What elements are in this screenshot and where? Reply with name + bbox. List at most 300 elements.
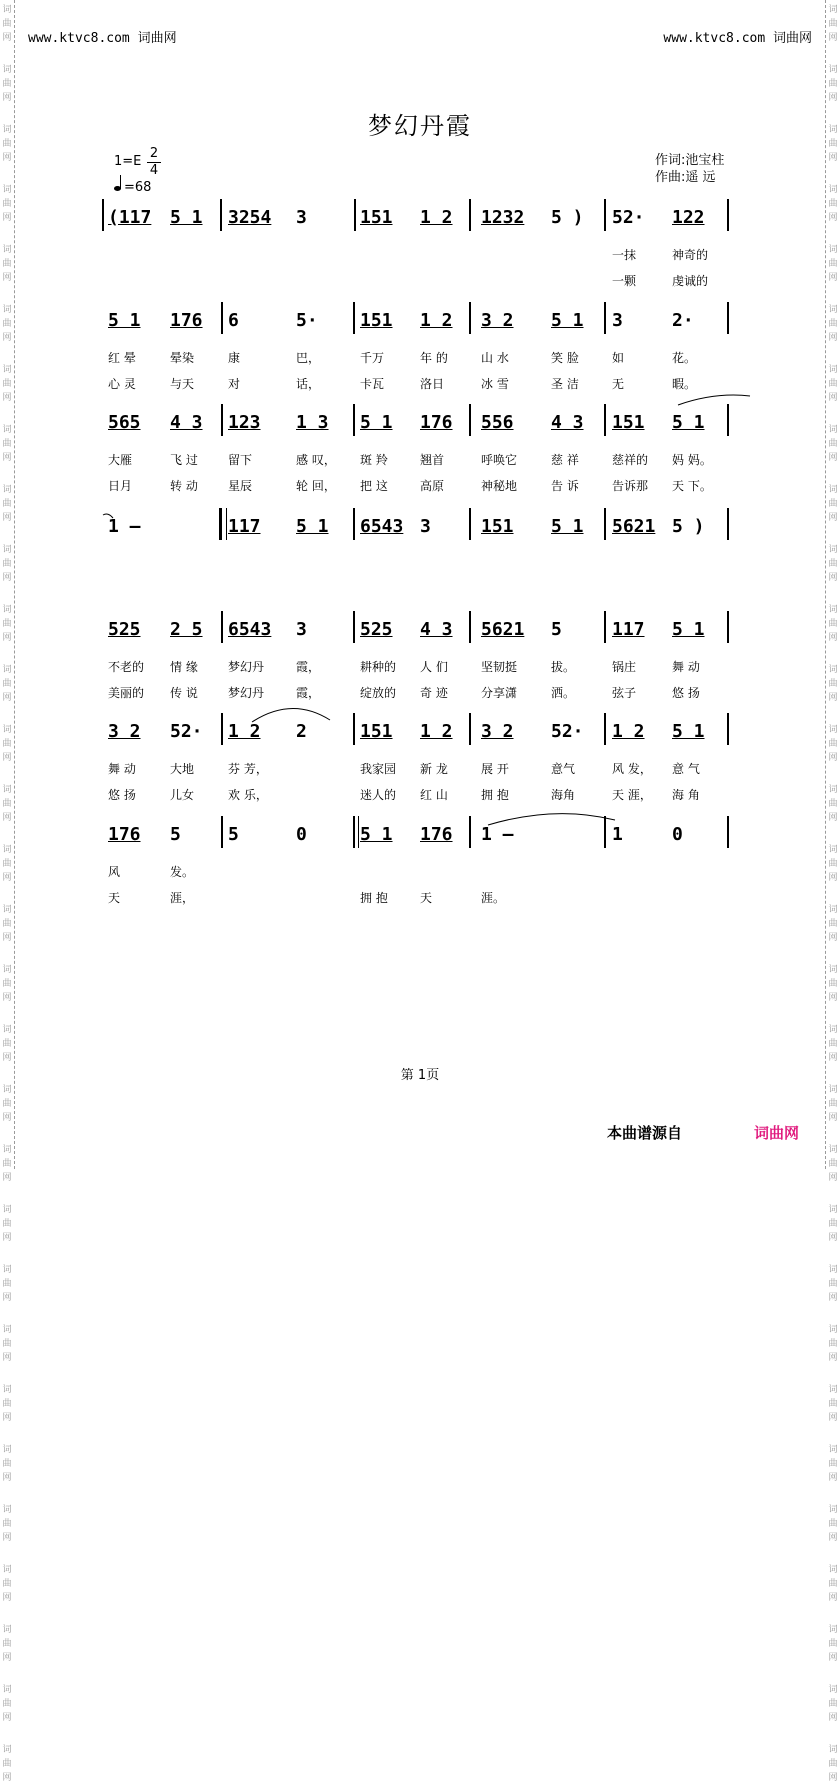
- watermark-char: 网: [828, 1593, 838, 1603]
- watermark-char: 曲: [2, 1039, 12, 1049]
- lyric-syllable: 涯，: [170, 891, 195, 905]
- watermark-char: 网: [2, 813, 12, 823]
- watermark-char: 曲: [2, 799, 12, 809]
- note-group: 176: [108, 824, 141, 845]
- watermark-char: 词: [828, 125, 838, 135]
- note-group: 5 1: [551, 310, 584, 331]
- watermark-char: 网: [828, 1713, 838, 1723]
- note-group: 1 –: [481, 824, 514, 845]
- watermark-char: 曲: [2, 859, 12, 869]
- note-group: 52·: [170, 721, 203, 742]
- lyric-syllable: 奇 迹: [420, 686, 448, 700]
- lyric-syllable: 舞 动: [672, 660, 700, 674]
- watermark-char: 词: [2, 1745, 12, 1755]
- lyric-syllable: 梦幻丹: [228, 686, 265, 700]
- note-group: 5621: [481, 619, 525, 640]
- watermark-char: 网: [828, 1053, 838, 1063]
- watermark-char: 曲: [828, 439, 838, 449]
- note-group: 4 3: [420, 619, 453, 640]
- watermark-char: 词: [828, 1625, 838, 1635]
- note-group: 3 2: [108, 721, 141, 742]
- lyric-syllable: 天 涯，: [612, 788, 652, 802]
- lyric-syllable: 天: [420, 891, 433, 905]
- watermark-char: 曲: [2, 1159, 12, 1169]
- note-group: 3: [420, 516, 431, 537]
- lyric-syllable: 告 诉: [551, 479, 579, 493]
- lyric-syllable: 风: [108, 865, 121, 879]
- watermark-char: 网: [828, 1173, 838, 1183]
- lyric-syllable: 悠 扬: [672, 686, 700, 700]
- lyric-syllable: 我家园: [360, 762, 397, 776]
- watermark-char: 词: [2, 485, 12, 495]
- watermark-char: 曲: [828, 919, 838, 929]
- watermark-char: 曲: [828, 1279, 838, 1289]
- watermark-char: 曲: [828, 1039, 838, 1049]
- watermark-char: 网: [2, 1293, 12, 1303]
- watermark-char: 词: [2, 1205, 12, 1215]
- note-group: 5 1: [108, 310, 141, 331]
- watermark-char: 词: [828, 1325, 838, 1335]
- watermark-char: 词: [828, 665, 838, 675]
- watermark-char: 词: [828, 965, 838, 975]
- watermark-char: 曲: [828, 1459, 838, 1469]
- lyric-syllable: 美丽的: [108, 686, 145, 700]
- watermark-char: 网: [2, 573, 12, 583]
- watermark-char: 网: [2, 1653, 12, 1663]
- note-group: 5 1: [672, 619, 705, 640]
- note-group: 123: [228, 412, 261, 433]
- note-group: 5: [228, 824, 239, 845]
- watermark-char: 网: [2, 993, 12, 1003]
- watermark-char: 网: [2, 273, 12, 283]
- note-group: 1 2: [420, 310, 453, 331]
- watermark-char: 曲: [2, 1519, 12, 1529]
- watermark-char: 词: [2, 785, 12, 795]
- watermark-char: 网: [2, 1533, 12, 1543]
- lyric-syllable: 发。: [170, 865, 195, 879]
- note-group: 6: [228, 310, 239, 331]
- lyric-syllable: 慈祥的: [612, 453, 649, 467]
- lyric-syllable: 对: [228, 377, 241, 391]
- watermark-char: 网: [828, 1353, 838, 1363]
- lyric-syllable: 海 角: [672, 788, 700, 802]
- lyric-syllable: 绽放的: [360, 686, 397, 700]
- note-group: 3: [296, 619, 307, 640]
- note-group: 122: [672, 207, 705, 228]
- lyric-syllable: 梦幻丹: [228, 660, 265, 674]
- lyric-syllable: 轮 回，: [296, 479, 336, 493]
- watermark-char: 曲: [2, 1459, 12, 1469]
- lyric-syllable: 日月: [108, 479, 133, 493]
- lyric-syllable: 大地: [170, 762, 195, 776]
- key-signature: 1=E: [114, 154, 142, 169]
- note-group: 4 3: [551, 412, 584, 433]
- lyric-syllable: 一颗: [612, 274, 637, 288]
- watermark-char: 网: [828, 1293, 838, 1303]
- watermark-char: 词: [828, 1145, 838, 1155]
- watermark-char: 词: [2, 1385, 12, 1395]
- watermark-char: 曲: [2, 1399, 12, 1409]
- lyric-syllable: 告诉那: [612, 479, 649, 493]
- watermark-char: 词: [828, 905, 838, 915]
- note-group: 151: [481, 516, 514, 537]
- note-group: 176: [420, 412, 453, 433]
- note-group: 5 1: [672, 721, 705, 742]
- watermark-char: 词: [2, 1445, 12, 1455]
- watermark-char: 曲: [2, 1339, 12, 1349]
- note-group: 52·: [551, 721, 584, 742]
- watermark-char: 网: [2, 1773, 12, 1783]
- watermark-char: 网: [2, 1593, 12, 1603]
- note-group: 6543: [360, 516, 404, 537]
- watermark-char: 网: [828, 213, 838, 223]
- watermark-char: 词: [828, 1085, 838, 1095]
- watermark-char: 网: [828, 1533, 838, 1543]
- watermark-char: 词: [828, 845, 838, 855]
- watermark-char: 词: [2, 425, 12, 435]
- watermark-char: 曲: [828, 79, 838, 89]
- lyric-syllable: 千万: [360, 351, 385, 365]
- lyric-syllable: 传 说: [170, 686, 198, 700]
- watermark-char: 词: [828, 5, 838, 15]
- watermark-char: 网: [828, 1233, 838, 1243]
- watermark-char: 网: [2, 1113, 12, 1123]
- watermark-char: 词: [2, 125, 12, 135]
- watermark-char: 词: [828, 1505, 838, 1515]
- note-group: 3: [612, 310, 623, 331]
- lyric-syllable: 斑 羚: [360, 453, 388, 467]
- watermark-char: 词: [2, 845, 12, 855]
- watermark-char: 词: [2, 1145, 12, 1155]
- source-label: 本曲谱源自: [607, 1124, 683, 1142]
- watermark-char: 词: [828, 725, 838, 735]
- note-group: 5621: [612, 516, 656, 537]
- watermark-char: 曲: [2, 379, 12, 389]
- lyric-syllable: 涯。: [481, 891, 506, 905]
- note-group: 117: [228, 516, 261, 537]
- note-group: 3254: [228, 207, 272, 228]
- watermark-char: 词: [828, 365, 838, 375]
- watermark-char: 曲: [828, 1579, 838, 1589]
- watermark-char: 词: [2, 365, 12, 375]
- lyric-syllable: 迷人的: [360, 788, 397, 802]
- lyric-syllable: 如: [612, 351, 625, 365]
- note-group: 3 2: [481, 721, 514, 742]
- note-group: 1 2: [228, 721, 261, 742]
- watermark-char: 词: [828, 1685, 838, 1695]
- watermark-char: 网: [828, 393, 838, 403]
- slur-arc: [103, 514, 113, 518]
- note-group: 525: [360, 619, 393, 640]
- note-group: 151: [360, 207, 393, 228]
- watermark-char: 曲: [828, 319, 838, 329]
- note-group: 4 3: [170, 412, 203, 433]
- watermark-char: 网: [2, 513, 12, 523]
- lyric-syllable: 妈 妈。: [672, 453, 712, 467]
- watermark-char: 网: [2, 933, 12, 943]
- watermark-char: 网: [2, 1233, 12, 1243]
- watermark-char: 词: [2, 605, 12, 615]
- lyric-syllable: 把 这: [360, 479, 388, 493]
- lyric-syllable: 大雁: [108, 453, 133, 467]
- lyric-syllable: 晕染: [170, 351, 195, 365]
- watermark-char: 词: [828, 785, 838, 795]
- watermark-char: 网: [828, 933, 838, 943]
- watermark-char: 网: [828, 1773, 838, 1783]
- lyric-syllable: 拥 抱: [360, 891, 388, 905]
- lyric-syllable: 笑 脸: [551, 351, 579, 365]
- watermark-char: 词: [2, 1565, 12, 1575]
- lyric-syllable: 年 的: [420, 351, 448, 365]
- watermark-char: 曲: [2, 919, 12, 929]
- note-group: 151: [360, 310, 393, 331]
- note-group: 0: [672, 824, 683, 845]
- watermark-char: 词: [2, 545, 12, 555]
- lyric-syllable: 山 水: [481, 351, 509, 365]
- note-group: 525: [108, 619, 141, 640]
- lyricist: 作词:池宝柱: [655, 153, 725, 168]
- note-group: 1 –: [108, 516, 141, 537]
- watermark-char: 词: [828, 185, 838, 195]
- watermark-char: 网: [2, 693, 12, 703]
- note-group: 117: [612, 619, 645, 640]
- note-group: 151: [612, 412, 645, 433]
- watermark-char: 词: [2, 185, 12, 195]
- note-group: 3 2: [481, 310, 514, 331]
- watermark-char: 曲: [828, 499, 838, 509]
- watermark-char: 词: [2, 1505, 12, 1515]
- lyric-syllable: 神秘地: [481, 479, 518, 493]
- lyric-syllable: 天 下。: [672, 479, 712, 493]
- watermark-char: 网: [828, 453, 838, 463]
- lyric-syllable: 话，: [296, 377, 321, 391]
- watermark-char: 词: [828, 545, 838, 555]
- lyric-syllable: 海角: [551, 788, 576, 802]
- watermark-char: 曲: [2, 1759, 12, 1769]
- note-group: 176: [170, 310, 203, 331]
- note-group: 2: [296, 721, 307, 742]
- lyric-syllable: 与天: [170, 377, 195, 391]
- lyric-syllable: 新 龙: [420, 762, 448, 776]
- watermark-char: 曲: [2, 1699, 12, 1709]
- watermark-char: 网: [828, 1413, 838, 1423]
- note-group: 5 1: [170, 207, 203, 228]
- watermark-char: 曲: [2, 1219, 12, 1229]
- watermark-char: 词: [828, 1205, 838, 1215]
- time-denominator: 4: [149, 163, 159, 178]
- watermark-char: 网: [2, 1053, 12, 1063]
- watermark-char: 网: [828, 573, 838, 583]
- lyric-syllable: 翘首: [420, 453, 445, 467]
- note-group: 1 2: [420, 721, 453, 742]
- watermark-char: 词: [2, 245, 12, 255]
- note-group: 5: [551, 619, 562, 640]
- slur-arc: [252, 708, 330, 722]
- note-group: 1232: [481, 207, 525, 228]
- watermark-char: 曲: [828, 1219, 838, 1229]
- lyric-syllable: 感 叹，: [296, 453, 336, 467]
- lyric-syllable: 呼唤它: [481, 453, 518, 467]
- note-group: 5 1: [360, 412, 393, 433]
- note-group: 5 ): [672, 516, 705, 537]
- lyric-syllable: 风 发，: [612, 762, 652, 776]
- watermark-char: 词: [2, 5, 12, 15]
- watermark-char: 词: [828, 1385, 838, 1395]
- watermark-char: 网: [828, 813, 838, 823]
- watermark-char: 网: [2, 453, 12, 463]
- note-group: 1 3: [296, 412, 329, 433]
- watermark-char: 网: [2, 753, 12, 763]
- lyric-syllable: 坚韧挺: [481, 660, 518, 674]
- lyric-syllable: 神奇的: [672, 248, 709, 262]
- note-group: 565: [108, 412, 141, 433]
- lyric-syllable: 弦子: [612, 686, 637, 700]
- watermark-char: 词: [828, 485, 838, 495]
- note-group: 1 2: [612, 721, 645, 742]
- lyric-syllable: 耕种的: [360, 660, 397, 674]
- watermark-char: 曲: [2, 439, 12, 449]
- lyric-syllable: 霞，: [296, 686, 321, 700]
- note-group: 1 2: [420, 207, 453, 228]
- watermark-char: 曲: [828, 259, 838, 269]
- lyric-syllable: 一抹: [612, 248, 637, 262]
- lyric-syllable: 圣 洁: [551, 377, 579, 391]
- note-group: 5: [170, 824, 181, 845]
- watermark-char: 网: [2, 1413, 12, 1423]
- watermark-char: 网: [2, 1473, 12, 1483]
- watermark-char: 词: [828, 605, 838, 615]
- note-group: 2 5: [170, 619, 203, 640]
- watermark-char: 网: [828, 513, 838, 523]
- watermark-char: 词: [828, 425, 838, 435]
- lyric-syllable: 留下: [228, 453, 253, 467]
- source-brand[interactable]: 词曲网: [754, 1124, 800, 1142]
- tempo-value: =68: [124, 180, 152, 195]
- composer: 作曲:遥 远: [655, 170, 716, 185]
- page-number: 第 1页: [400, 1068, 440, 1083]
- watermark-char: 曲: [828, 739, 838, 749]
- watermark-char: 网: [2, 93, 12, 103]
- watermark-char: 网: [828, 1473, 838, 1483]
- watermark-char: 曲: [2, 1579, 12, 1589]
- lyric-syllable: 舞 动: [108, 762, 136, 776]
- watermark-char: 曲: [828, 1099, 838, 1109]
- watermark-char: 网: [828, 273, 838, 283]
- watermark-char: 曲: [828, 379, 838, 389]
- time-numerator: 2: [147, 146, 161, 163]
- watermark-char: 网: [828, 1113, 838, 1123]
- watermark-char: 词: [2, 1025, 12, 1035]
- header-right-url[interactable]: www.ktvc8.com 词曲网: [663, 31, 812, 46]
- lyric-syllable: 意气: [551, 762, 576, 776]
- watermark-char: 网: [828, 993, 838, 1003]
- watermark-char: 曲: [828, 1759, 838, 1769]
- watermark-char: 网: [2, 1713, 12, 1723]
- note-group: 0: [296, 824, 307, 845]
- lyric-syllable: 红 晕: [108, 351, 136, 365]
- watermark-char: 曲: [2, 19, 12, 29]
- lyric-syllable: 转 动: [170, 479, 198, 493]
- watermark-char: 曲: [2, 259, 12, 269]
- note-group: 2·: [672, 310, 694, 331]
- watermark-char: 词: [2, 305, 12, 315]
- watermark-char: 网: [828, 693, 838, 703]
- watermark-char: 曲: [2, 499, 12, 509]
- watermark-char: 词: [828, 245, 838, 255]
- lyric-syllable: 情 缘: [170, 660, 198, 674]
- watermark-char: 曲: [2, 1279, 12, 1289]
- header-left-url[interactable]: www.ktvc8.com 词曲网: [28, 31, 177, 46]
- watermark-char: 网: [828, 333, 838, 343]
- lyric-syllable: 暇。: [672, 377, 697, 391]
- watermark-char: 曲: [828, 979, 838, 989]
- watermark-char: 词: [2, 725, 12, 735]
- watermark-char: 曲: [2, 1099, 12, 1109]
- lyric-syllable: 心 灵: [108, 377, 136, 391]
- watermark-char: 词: [2, 65, 12, 75]
- lyric-syllable: 天: [108, 891, 121, 905]
- lyric-syllable: 巴，: [296, 351, 321, 365]
- watermark-char: 曲: [2, 559, 12, 569]
- watermark-char: 网: [2, 873, 12, 883]
- note-group: 5 1: [551, 516, 584, 537]
- watermark-char: 曲: [828, 1519, 838, 1529]
- lyric-syllable: 霞，: [296, 660, 321, 674]
- watermark-char: 曲: [2, 1639, 12, 1649]
- note-group: 176: [420, 824, 453, 845]
- lyric-syllable: 康: [228, 351, 241, 365]
- watermark-char: 曲: [2, 979, 12, 989]
- watermark-char: 曲: [2, 79, 12, 89]
- watermark-char: 网: [2, 33, 12, 43]
- watermark-char: 网: [2, 333, 12, 343]
- lyric-syllable: 高原: [420, 479, 445, 493]
- lyric-syllable: 星辰: [228, 479, 253, 493]
- lyric-syllable: 慈 祥: [551, 453, 579, 467]
- lyric-syllable: 拔。: [551, 660, 576, 674]
- note-group: 5 1: [296, 516, 329, 537]
- lyric-syllable: 虔诚的: [672, 274, 709, 288]
- note-group: 52·: [612, 207, 645, 228]
- lyric-syllable: 意 气: [672, 762, 700, 776]
- lyric-syllable: 儿女: [170, 788, 195, 802]
- watermark-char: 曲: [828, 559, 838, 569]
- note-group: 151: [360, 721, 393, 742]
- lyric-syllable: 洛日: [420, 377, 445, 391]
- note-group: (117: [108, 207, 152, 228]
- watermark-char: 曲: [2, 139, 12, 149]
- watermark-char: 曲: [2, 679, 12, 689]
- lyric-syllable: 展 开: [481, 762, 509, 776]
- watermark-char: 网: [828, 633, 838, 643]
- watermark-char: 曲: [828, 619, 838, 629]
- lyric-syllable: 卡瓦: [360, 377, 385, 391]
- watermark-char: 曲: [828, 19, 838, 29]
- lyric-syllable: 洒。: [551, 686, 576, 700]
- watermark-char: 网: [2, 633, 12, 643]
- watermark-char: 词: [828, 1265, 838, 1275]
- watermark-char: 曲: [2, 319, 12, 329]
- watermark-char: 网: [828, 93, 838, 103]
- watermark-char: 曲: [828, 1339, 838, 1349]
- watermark-char: 曲: [828, 679, 838, 689]
- watermark-char: 网: [2, 153, 12, 163]
- lyric-syllable: 悠 扬: [108, 788, 136, 802]
- lyric-syllable: 冰 雪: [481, 377, 509, 391]
- watermark-char: 网: [2, 393, 12, 403]
- watermark-char: 词: [2, 905, 12, 915]
- watermark-char: 网: [828, 153, 838, 163]
